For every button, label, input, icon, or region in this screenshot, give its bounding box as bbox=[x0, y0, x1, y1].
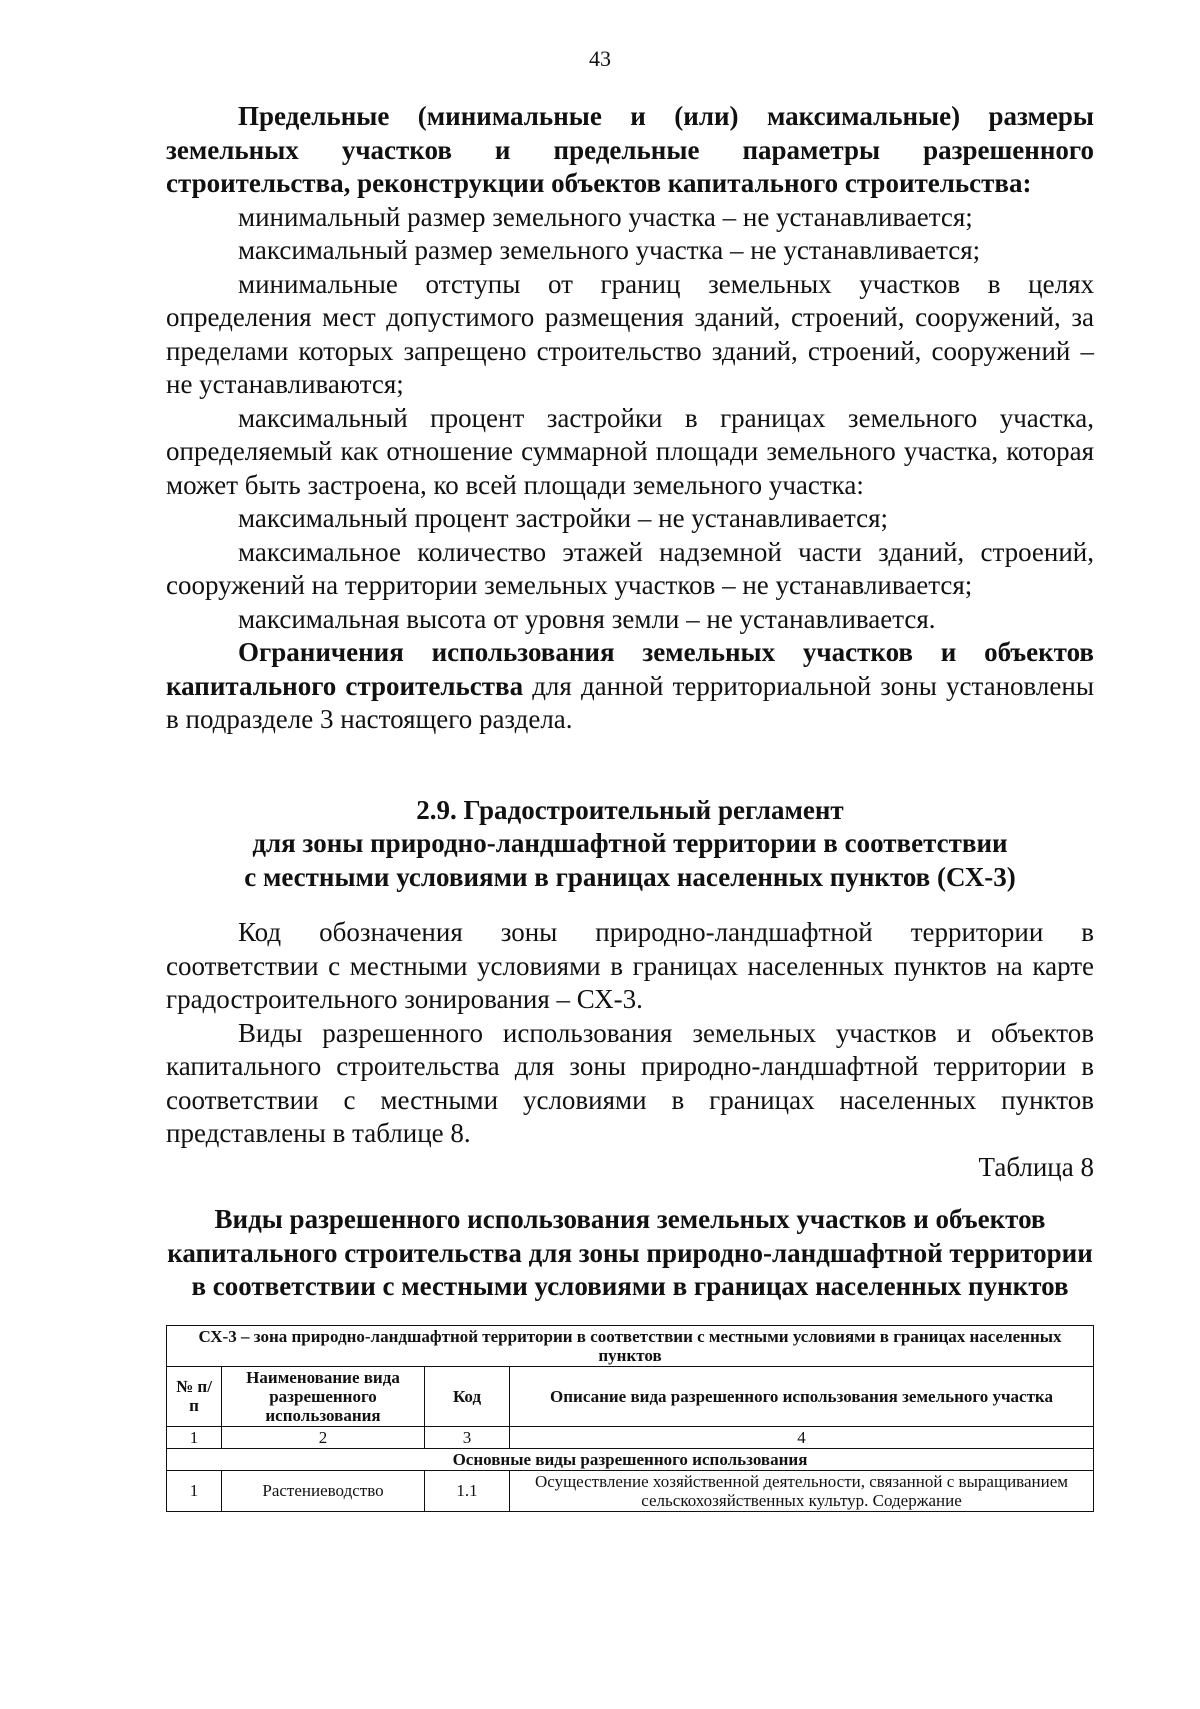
table-col-index: 2 bbox=[222, 1426, 425, 1448]
restrictions-paragraph bbox=[166, 636, 1094, 737]
table-title: Виды разрешенного использования земельных участков и объектов капитального строительства для зоны природно-ландшафтной территории в соответствии с местными условиями в границах населенных пунктов bbox=[167, 1204, 1093, 1301]
page-content bbox=[166, 100, 1094, 1512]
table-col-code: Код bbox=[425, 1366, 510, 1426]
permitted-uses-table bbox=[166, 1325, 1094, 1512]
limits-height: максимальная высота от уровня земли – не устанавливается. bbox=[238, 603, 936, 634]
table-group-main: Основные виды разрешенного использования bbox=[167, 1448, 1094, 1470]
limits-coverage: максимальный процент застройки – не устанавливается; bbox=[238, 503, 889, 533]
limits-setbacks: минимальные отступы от границ земельных участков в целях определения мест допустимого размещения зданий, строений, сооружений, за пределами которых запрещено строительство зданий, строений, сооружений – не устанавливаются; bbox=[166, 268, 1094, 399]
table-col-index: 1 bbox=[167, 1426, 222, 1448]
limits-heading: Предельные (минимальные и (или) максимальные) размеры земельных участков и предельные параметры разрешенного строительства, реконструкции объектов капитального строительства: bbox=[166, 101, 1094, 198]
table-col-name: Наименование вида разрешенного использования bbox=[222, 1366, 425, 1426]
section-heading-line3: с местными условиями в границах населенных пунктов (СХ-3) bbox=[244, 861, 1016, 892]
table-col-index: 4 bbox=[510, 1426, 1094, 1448]
permitted-uses-paragraph: Виды разрешенного использования земельных участков и объектов капитального строительства для зоны природно-ландшафтной территории в соответствии с местными условиями в границах населенных пунктов представлены в таблице 8. bbox=[166, 1017, 1094, 1148]
page-number: 43 bbox=[589, 46, 611, 71]
restrictions-bold: Ограничения использования земельных участков и объектов капитального строительства bbox=[166, 637, 1094, 701]
table-row bbox=[167, 1470, 1094, 1511]
table-label: Таблица 8 bbox=[978, 1151, 1094, 1182]
limits-min-size: минимальный размер земельного участка – не устанавливается; bbox=[238, 201, 973, 232]
table-col-index: 3 bbox=[425, 1426, 510, 1448]
limits-floors: максимальное количество этажей надземной части зданий, строений, сооружений на территории земельных участков – не устанавливается; bbox=[166, 536, 1094, 600]
table-cell-name: Растениеводство bbox=[222, 1470, 425, 1511]
table-col-number: № п/п bbox=[167, 1366, 222, 1426]
section-heading-line2: для зоны природно-ландшафтной территории в соответствии bbox=[252, 828, 1008, 858]
section-heading bbox=[166, 794, 1094, 895]
restrictions-rest: для данной территориальной зоны установлены в подразделе 3 настоящего раздела. bbox=[166, 670, 1094, 734]
table-col-description: Описание вида разрешенного использования земельного участка bbox=[510, 1366, 1094, 1426]
section-heading-line1: 2.9. Градостроительный регламент bbox=[416, 794, 844, 825]
table-zone-header: СХ-3 – зона природно-ландшафтной территории в соответствии с местными условиями в границах населенных пунктов bbox=[167, 1325, 1094, 1366]
table-cell-number: 1 bbox=[167, 1470, 222, 1511]
table-cell-description: Осуществление хозяйственной деятельности, связанной с выращиванием сельскохозяйственных культур. Содержание bbox=[510, 1470, 1094, 1511]
zone-code-paragraph: Код обозначения зоны природно-ландшафтной территории в соответствии с местными условиями в границах населенных пунктов на карте градостроительного зонирования – СХ-3. bbox=[166, 917, 1094, 1014]
table-cell-code: 1.1 bbox=[425, 1470, 510, 1511]
limits-coverage-definition: максимальный процент застройки в границах земельного участка, определяемый как отношение суммарной площади земельного участка, которая может быть застроена, ко всей площади земельного участка: bbox=[166, 402, 1094, 500]
limits-max-size: максимальный размер земельного участка – не устанавливается; bbox=[238, 235, 981, 265]
